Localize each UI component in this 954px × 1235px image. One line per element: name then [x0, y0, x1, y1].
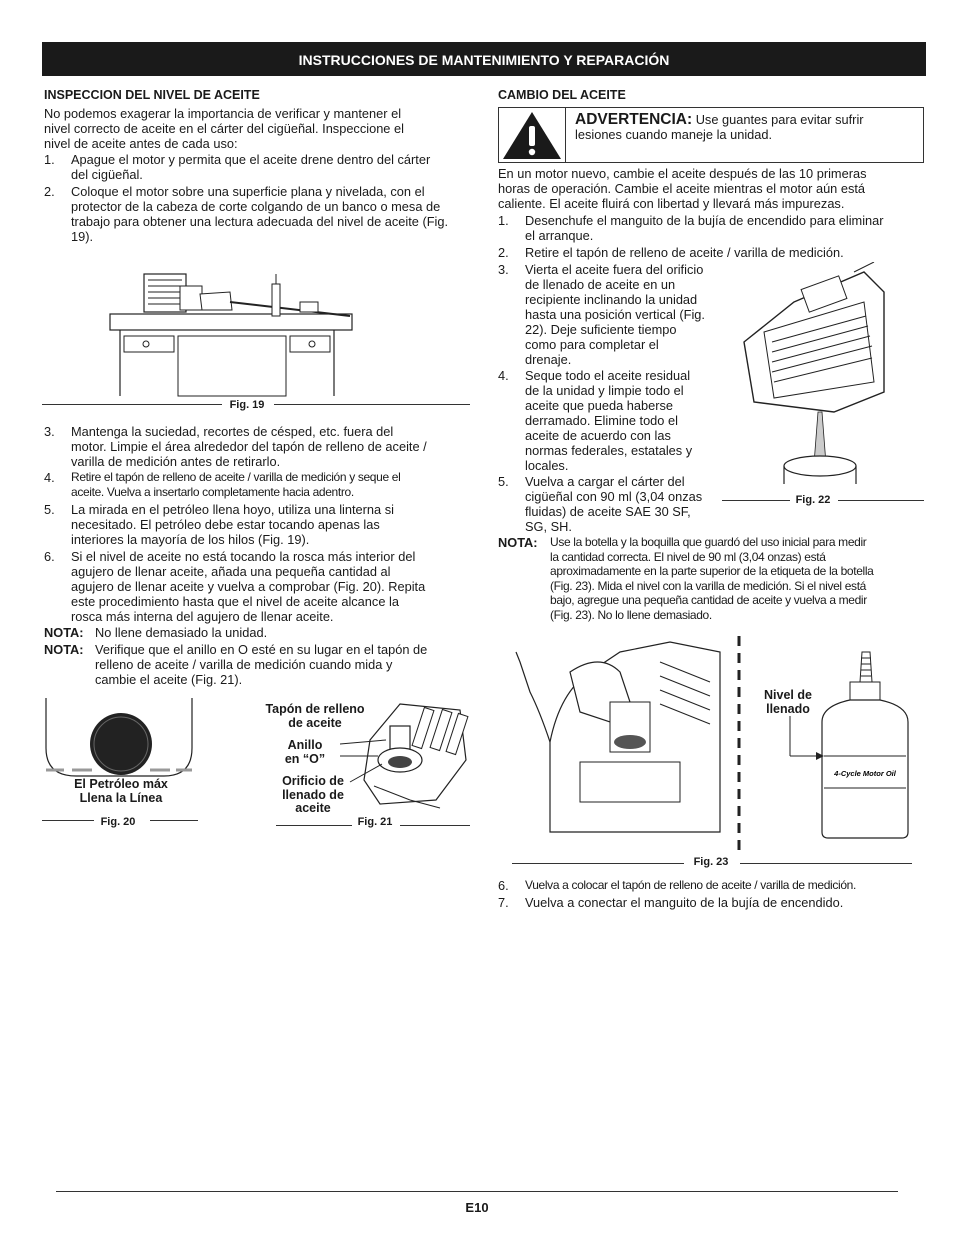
fig19-rule-right [274, 404, 470, 405]
page-number: E10 [465, 1200, 489, 1215]
left-section-title: INSPECCION DEL NIVEL DE ACEITE [44, 88, 260, 102]
warning-icon-area [499, 108, 566, 162]
fig21-rule-left [276, 825, 352, 826]
fig23-fill-label: Nivel de llenado [764, 688, 812, 716]
section-header: INSTRUCCIONES DE MANTENIMIENTO Y REPARACIÓN [42, 42, 926, 76]
fig22-illustration [734, 262, 926, 484]
right-section-title: CAMBIO DEL ACEITE [498, 88, 626, 102]
fig23-rule-left [512, 863, 684, 864]
fig21-label-fill-hole: Orificio de llenado de aceite [282, 774, 344, 815]
fig23-rule-right [740, 863, 912, 864]
fig19-rule-left [42, 404, 222, 405]
fig19-illustration [100, 262, 360, 398]
fig20-label: El Petróleo máx Llena la Línea [74, 777, 168, 805]
fig21-label-oring: Anillo en “O” [284, 738, 326, 766]
fig22-caption: Fig. 22 [795, 494, 831, 506]
fig23-illustration [510, 632, 920, 852]
fig19-caption: Fig. 19 [229, 399, 265, 411]
fig20-rule-left [42, 820, 94, 821]
fig20-caption: Fig. 20 [100, 816, 136, 828]
right-intro: En un motor nuevo, cambie el aceite después de las 10 primeras horas de operación. Cambie el aceite mientras el motor aún está caliente. El aceite fluirá con libertad y llevará más impurezas. [498, 166, 867, 211]
warning-text: ADVERTENCIA: Use guantes para evitar sufrir lesiones cuando maneje la unidad. [575, 111, 864, 142]
fig20-illustration [42, 698, 198, 780]
fig21-caption: Fig. 21 [357, 816, 393, 828]
fig20-rule-right [150, 820, 198, 821]
left-intro: No podemos exagerar la importancia de verificar y mantener el nivel correcto de aceite en el cárter del cigüeñal. Inspeccione el nivel de aceite antes de cada uso: [44, 106, 404, 151]
fig22-rule-left [722, 500, 790, 501]
bottle-label-text: 4-Cycle Motor Oil [834, 769, 896, 778]
fig21-label-cap: Tapón de relleno de aceite [265, 702, 365, 730]
fig22-rule-right [838, 500, 924, 501]
fig21-rule-right [400, 825, 470, 826]
warning-box [498, 107, 924, 163]
warning-triangle-icon [499, 108, 565, 162]
fig23-caption: Fig. 23 [693, 856, 729, 868]
footer-rule [56, 1191, 898, 1192]
